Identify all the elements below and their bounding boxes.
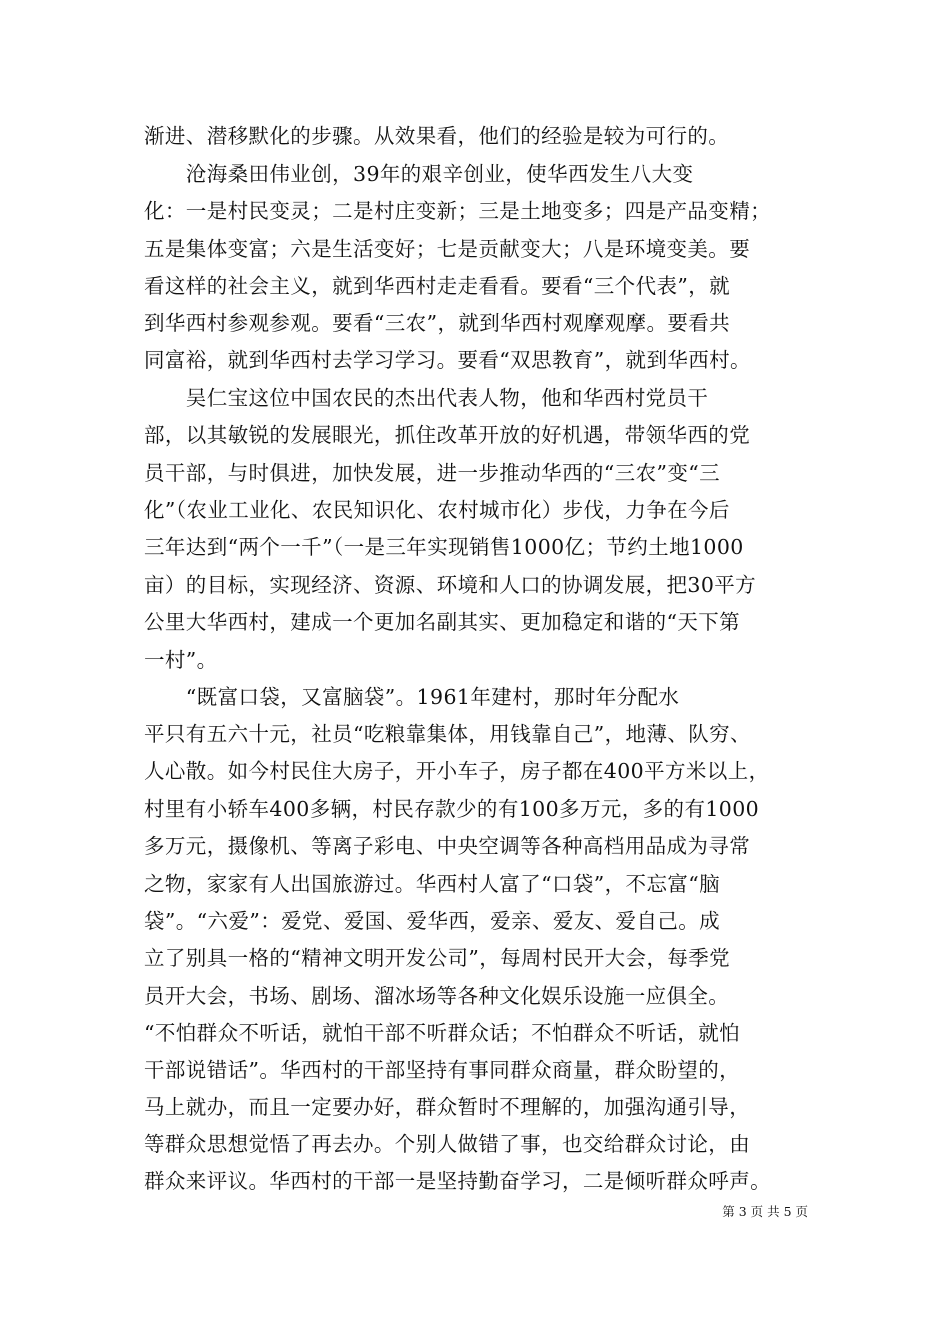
text-line: 亩）的目标，实现经济、资源、环境和人口的协调发展，把30平方 [144,573,757,597]
text-line: 员开大会，书场、剧场、溜冰场等各种文化娱乐设施一应俱全。 [144,984,730,1008]
text-line: 吴仁宝这位中国农民的杰出代表人物，他和华西村党员干 [144,386,709,410]
text-line: 袋”。“六爱”：爱党、爱国、爱华西，爱亲、爱友、爱自己。成 [144,909,721,933]
text-line: 三年达到“两个一千”（一是三年实现销售1000亿；节约土地1000 [144,535,744,559]
text-line: 沧海桑田伟业创，39年的艰辛创业，使华西发生八大变 [144,162,694,186]
text-line: 化：一是村民变灵；二是村庄变新；三是土地变多；四是产品变精； [144,199,771,223]
text-line: 渐进、潜移默化的步骤。从效果看，他们的经验是较为可行的。 [144,124,730,148]
text-line: 一村”。 [144,648,218,672]
text-line: 五是集体变富；六是生活变好；七是贡献变大；八是环境变美。要 [144,237,751,261]
text-line: 干部说错话”。华西村的干部坚持有事同群众商量，群众盼望的， [144,1058,741,1082]
text-line: 多万元，摄像机、等离子彩电、中央空调等各种高档用品成为寻常 [144,834,751,858]
text-line: 马上就办，而且一定要办好，群众暂时不理解的，加强沟通引导， [144,1095,751,1119]
text-line: 到华西村参观参观。要看“三农”，就到华西村观摩观摩。要看共 [144,311,731,335]
text-line: 之物，家家有人出国旅游过。华西村人富了“口袋”，不忘富“脑 [144,872,721,896]
text-line: 公里大华西村，建成一个更加名副其实、更加稳定和谐的“天下第 [144,610,741,634]
text-line: “不怕群众不听话，就怕干部不听群众话；不怕群众不听话，就怕 [144,1021,741,1045]
text-line: 立了别具一格的“精神文明开发公司”，每周村民开大会，每季党 [144,946,731,970]
text-line: 群众来评议。华西村的干部一是坚持勤奋学习，二是倾听群众呼声。 [144,1169,771,1193]
text-line: 部，以其敏锐的发展眼光，抓住改革开放的好机遇，带领华西的党 [144,423,751,447]
text-line: 员干部，与时俱进，加快发展，进一步推动华西的“三农”变“三 [144,461,721,485]
text-line: 看这样的社会主义，就到华西村走走看看。要看“三个代表”，就 [144,274,731,298]
text-line: 村里有小轿车400多辆，村民存款少的有100多万元，多的有1000 [144,797,760,821]
text-line: 人心散。如今村民住大房子，开小车子，房子都在400平方米以上， [144,759,770,783]
text-line: 同富裕，就到华西村去学习学习。要看“双思教育”，就到华西村。 [144,348,751,372]
page-number: 第 3 页 共 5 页 [722,1204,808,1219]
text-line: 等群众思想觉悟了再去办。个别人做错了事，也交给群众讨论，由 [144,1132,751,1156]
text-line: 化”（农业工业化、农民知识化、农村城市化）步伐，力争在今后 [144,498,730,522]
text-line: “既富口袋，又富脑袋”。1961年建村，那时年分配水 [144,685,680,709]
text-line: 平只有五六十元，社员“吃粮靠集体，用钱靠自己”，地薄、队穷、 [144,722,751,746]
